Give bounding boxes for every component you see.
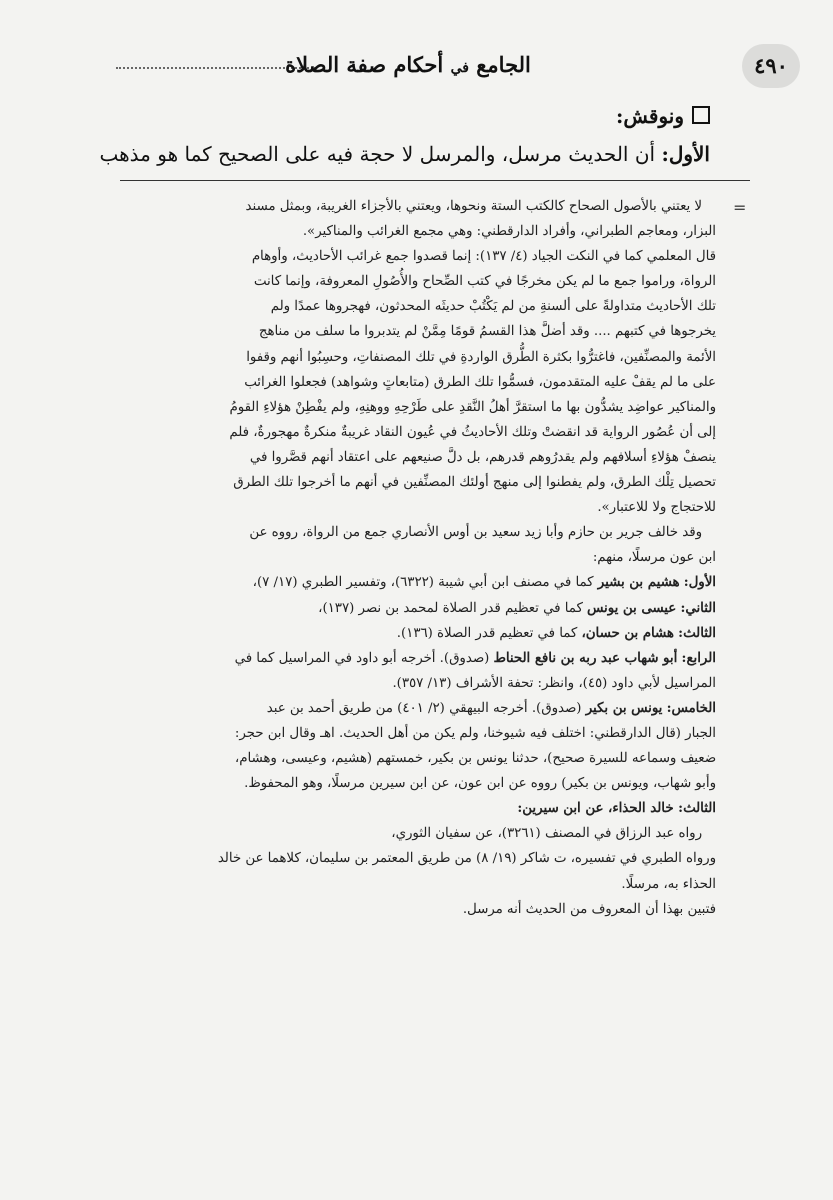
footnote-body [96,194,716,922]
footnote-line: وأبو شهاب، ويونس بن بكير) رووه عن ابن عون، عن ابن سيرين مرسلًا، وهو المحفوظ. [244,776,716,792]
footnote-line: البزار، ومعاجم الطبراني، وأفراد الدارقطني: وهي مجمع الغرائب والمناكير». [302,224,716,240]
section-heading-text: ونوقش: [616,104,684,128]
narrator-label: الرابع: [681,650,716,666]
footnote-line: قال المعلمي كما في النكت الجياد (٤/ ١٣٧): إنما قصدوا جمع غرائب الأحاديث، وأوهام [251,249,716,265]
narrator-label: الثالث: [678,625,716,641]
narrator-label: الخامس: [666,700,716,716]
narrator-line [96,596,716,621]
narrator-line [96,696,716,721]
footnote-line: المراسيل لأبي داود (٤٥)، وانظر: تحفة الأشراف (١٣/ ٣٥٧). [392,675,716,691]
third-route-heading-text: الثالث: خالد الحذاء، عن ابن سيرين: [517,801,716,817]
footnote-line: ابن عون مرسلًا، منهم: [592,550,716,566]
footnote-line: ينصفْ هؤلاءِ أسلافهم ولم يقدرُوهم قدرهم، بل دلَّ صنيعهم على اعتقاد أنهم قصَّروا في [249,449,716,465]
narrator-name: يونس بن بكير [585,700,663,716]
first-objection-line [99,142,710,166]
footnote-line: رواه عبد الرزاق في المصنف (٣٢٦١)، عن سفيان الثوري، [391,826,702,842]
footnote-line: الرواة، وراموا جمع ما لم يكن مخرجًا في كتب الصِّحاح والأُصُولِ المعروفة، وإنما كانت [253,274,716,290]
header-title-fi: في [450,60,469,76]
narrator-source: كما في تعظيم قدر الصلاة (١٣٦). [396,625,578,641]
footnote-line: تلك الأحاديث متداولةً على ألسنةِ من لم يَكْتُبْ حديثَه المحدثون، فهجروها عمدًا ولم [270,299,716,315]
header-title-prefix: الجامع [476,52,531,77]
running-header [78,44,800,88]
narrator-line [96,621,716,646]
first-objection-label: الأول: [661,142,710,166]
footnote-line: الأئمة والمصنِّفين، فاغترُّوا بكثرة الطُّرق الواردةِ في تلك المصنفاتِ، وحسِبُوا أنهم وقفوا [246,349,716,365]
narrator-label: الثاني: [680,600,716,616]
footnote-line: للاحتجاج ولا للاعتبار». [597,500,716,516]
square-bullet-icon [692,106,710,124]
narrator-line [96,646,716,671]
footnote-line: إلى أن عُصُور الرواية قد انقضتْ وتلك الأحاديثُ في عُيون النقاد غريبةٌ منكرةٌ مهجورةٌ، فلم [229,424,716,440]
page-number: ٤٩٠ [742,44,800,88]
narrator-source: (صدوق). أخرجه البيهقي (٢/ ٤٠١) من طريق أحمد بن عبد [266,700,582,716]
first-objection-text: أن الحديث مرسل، والمرسل لا حجة فيه على الصحيح كما هو مذهب [99,142,656,166]
narrator-name: أبو شهاب عبد ربه بن نافع الحناط [493,650,678,666]
narrator-label: الأول: [683,575,716,591]
footnote-line: وقد خالف جرير بن حازم وأبا زيد سعيد بن أوس الأنصاري جمع من الرواة، رووه عن [249,525,702,541]
footnote-line: على ما لم يقفْ عليه المتقدمون، فسمُّوا تلك الطرق (متابعاتٍ وشواهد) فجعلوا الغرائب [244,374,716,390]
third-route-heading [96,796,716,821]
footnote-separator [120,180,750,181]
header-title [78,52,738,77]
footnote-line: تحصيل تِلْك الطرق، ولم يفطنوا إلى منهج أولئك المصنِّفين في أنهم ما أخرجوا تلك الطرق [233,475,716,491]
footnote-line: الحذاء به، مرسلًا. [621,876,716,892]
footnote-continuation-mark: = [733,198,747,217]
narrator-source: كما في مصنف ابن أبي شيبة (٦٣٢٢)، وتفسير الطبري (١٧/ ٧)، [252,575,594,591]
narrator-source: (صدوق). أخرجه أبو داود في المراسيل كما في [234,650,490,666]
footnote-line: ضعيف وسماعه للسيرة صحيح)، حدثنا يونس بن بكير، خمستهم (هشيم، وعيسى، وهشام، [234,751,716,767]
section-heading [340,104,710,128]
narrator-name: عيسى بن يونس [587,600,677,616]
narrator-name: هشيم بن بشير [597,575,680,591]
narrator-name: هشام بن حسان، [581,625,674,641]
footnote-line: يخرجوها في كتبهم .... وقد أضلَّ هذا القسمُ قومًا مِمَّنْ لم يتدبروا ما سلف من مناهج [258,324,716,340]
footnote-line: والمناكير عواضِد يشدُّون بها ما استقرَّ أهلُ النَّقدِ على طَرْحِهِ ووهنِهِ، ولم يفْطِنْ هؤلاءِ القومُ [229,399,716,415]
footnote-line: فتبين بهذا أن المعروف من الحديث أنه مرسل. [462,901,716,917]
header-title-rest: أحكام صفة الصلاة [285,52,444,77]
footnote-line: الجبار (قال الدارقطني: اختلف فيه شيوخنا، ولم يكن من أهل الحديث. اهـ وقال ابن حجر: [234,725,716,741]
footnote-line: ورواه الطبري في تفسيره، ت شاكر (١٩/ ٨) من طريق المعتمر بن سليمان، كلاهما عن خالد [217,851,716,867]
narrator-line [96,570,716,595]
narrator-source: كما في تعظيم قدر الصلاة لمحمد بن نصر (١٣٧)، [318,600,583,616]
footnote-line: لا يعتني بالأصول الصحاح كالكتب الستة ونحوها، ويعتني بالأجزاء الغريبة، وبمثل مسند [245,199,702,214]
